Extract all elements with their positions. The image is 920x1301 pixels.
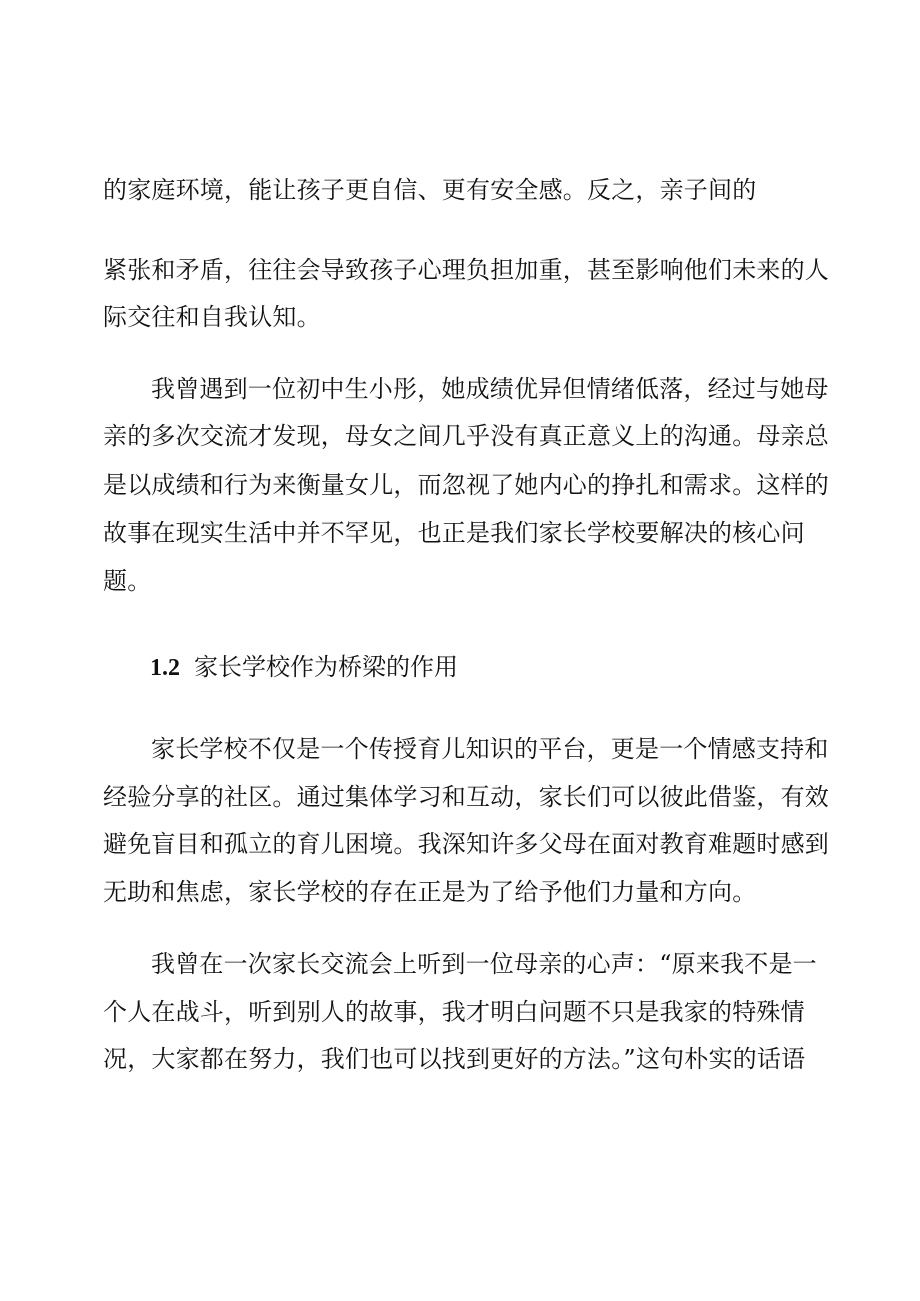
text-line: 题。 <box>103 567 152 595</box>
text-line: 况，大家都在努力，我们也可以找到更好的方法。”这句朴实的话语 <box>103 1045 806 1073</box>
paragraph-first-line: 我曾遇到一位初中生小彤，她成绩优异但情绪低落，经过与她母 <box>151 375 829 403</box>
text-line: 是以成绩和行为来衡量女儿，而忽视了她内心的挣扎和需求。这样的 <box>103 471 829 499</box>
text-line: 紧张和矛盾，往往会导致孩子心理负担加重，甚至影响他们未来的人 <box>103 256 829 284</box>
section-heading <box>150 652 458 683</box>
text-line: 故事在现实生活中并不罕见，也正是我们家长学校要解决的核心问 <box>103 519 805 547</box>
text-line: 经验分享的社区。通过集体学习和互动，家长们可以彼此借鉴，有效 <box>103 783 829 811</box>
section-title: 家长学校作为桥梁的作用 <box>194 653 458 681</box>
text-line: 的家庭环境，能让孩子更自信、更有安全感。反之，亲子间的 <box>103 176 757 204</box>
paragraph-first-line: 我曾在一次家长交流会上听到一位母亲的心声：“原来我不是一 <box>151 950 817 978</box>
text-line: 个人在战斗，听到别人的故事，我才明白问题不只是我家的特殊情 <box>103 998 805 1026</box>
text-line: 际交往和自我认知。 <box>103 303 321 331</box>
text-line: 无助和焦虑，家长学校的存在正是为了给予他们力量和方向。 <box>103 878 757 906</box>
text-line: 避免盲目和孤立的育儿困境。我深知许多父母在面对教育难题时感到 <box>103 830 829 858</box>
paragraph-first-line: 家长学校不仅是一个传授育儿知识的平台，更是一个情感支持和 <box>151 735 829 763</box>
section-number: 1.2 <box>150 655 180 681</box>
text-line: 亲的多次交流才发现，母女之间几乎没有真正意义上的沟通。母亲总 <box>103 422 829 450</box>
